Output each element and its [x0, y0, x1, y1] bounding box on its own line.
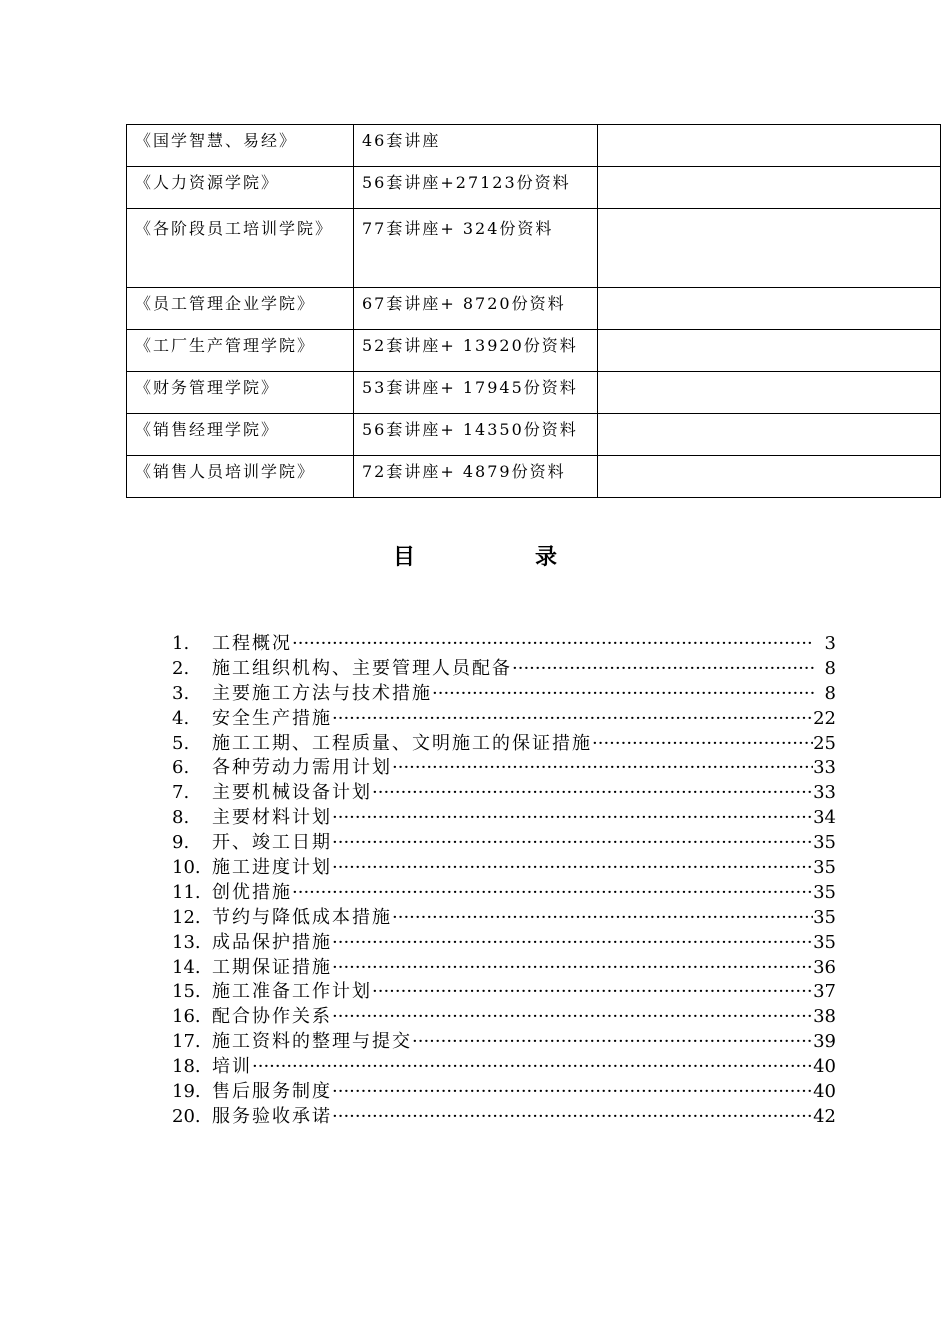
toc-entry[interactable] — [172, 707, 836, 732]
toc-text: 安全生产措施 — [212, 707, 332, 729]
course-note-cell — [598, 167, 941, 209]
course-name-cell: 《财务管理学院》 — [127, 372, 354, 414]
toc-entry[interactable] — [172, 906, 836, 931]
toc-entry[interactable] — [172, 856, 836, 881]
toc-text: 创优措施 — [212, 881, 292, 903]
toc-title — [0, 540, 950, 571]
table-row — [127, 209, 941, 288]
toc-entry[interactable] — [172, 1055, 836, 1080]
course-content-cell: 77套讲座+ 324份资料 — [354, 209, 598, 288]
toc-leader-dots — [332, 806, 813, 831]
toc-entry[interactable] — [172, 756, 836, 781]
table-row — [127, 330, 941, 372]
toc-number: 18. — [172, 1056, 201, 1078]
toc-number: 1. — [172, 633, 190, 654]
toc-number: 13. — [172, 931, 201, 953]
course-name-cell: 《各阶段员工培训学院》 — [127, 209, 354, 288]
course-note-cell — [598, 209, 941, 288]
toc-text: 服务验收承诺 — [212, 1105, 332, 1127]
toc-leader-dots — [292, 881, 813, 906]
toc-text: 施工组织机构、主要管理人员配备 — [212, 657, 512, 679]
toc-page-number: 33 — [813, 757, 836, 779]
toc-page-number: 35 — [813, 881, 836, 903]
toc-number: 15. — [172, 981, 201, 1003]
toc-page-number: 40 — [813, 1081, 836, 1103]
toc-leader-dots — [332, 831, 813, 856]
course-note-cell — [598, 414, 941, 456]
toc-page-number: 37 — [813, 981, 836, 1003]
course-note-cell — [598, 288, 941, 330]
toc-page-number: 25 — [813, 732, 836, 754]
toc-page-number: 39 — [813, 1031, 836, 1053]
toc-text: 开、竣工日期 — [212, 832, 332, 854]
toc-text: 施工准备工作计划 — [212, 981, 372, 1003]
toc-text: 配合协作关系 — [212, 1006, 332, 1028]
toc-number: 20. — [172, 1105, 201, 1127]
toc-page-number: 34 — [813, 807, 836, 829]
toc-number: 16. — [172, 1006, 201, 1028]
toc-leader-dots — [332, 956, 813, 981]
toc-number: 12. — [172, 906, 201, 928]
table-row — [127, 125, 941, 167]
toc-page-number: 35 — [813, 906, 836, 928]
toc-number: 7. — [172, 782, 190, 804]
toc-leader-dots — [332, 856, 813, 881]
toc-text: 施工资料的整理与提交 — [212, 1031, 412, 1053]
toc-entry[interactable] — [172, 831, 836, 856]
toc-text: 售后服务制度 — [212, 1081, 332, 1103]
toc-entry[interactable] — [172, 881, 836, 906]
toc-leader-dots — [592, 732, 813, 757]
toc-entry[interactable] — [172, 682, 836, 707]
toc-leader-dots — [332, 1005, 813, 1030]
toc-page-number: 8 — [824, 682, 836, 704]
toc-number: 19. — [172, 1081, 201, 1103]
toc-leader-dots — [332, 1080, 813, 1105]
toc-text: 培训 — [212, 1056, 252, 1078]
toc-text: 主要施工方法与技术措施 — [212, 682, 432, 704]
course-content-cell: 56套讲座+27123份资料 — [354, 167, 598, 209]
toc-number: 6. — [172, 757, 190, 779]
toc-leader-dots — [332, 931, 813, 956]
course-content-cell: 46套讲座 — [354, 125, 598, 167]
course-content-cell: 52套讲座+ 13920份资料 — [354, 330, 598, 372]
toc-page-number: 40 — [813, 1056, 836, 1078]
toc-number: 4. — [172, 707, 190, 729]
table-row — [127, 288, 941, 330]
toc-leader-dots — [432, 682, 814, 707]
toc-entry[interactable] — [172, 806, 836, 831]
toc-leader-dots — [292, 632, 814, 657]
toc-entry[interactable] — [172, 1080, 836, 1105]
toc-leader-dots — [332, 707, 813, 732]
toc-leader-dots — [392, 756, 813, 781]
toc-number: 5. — [172, 732, 190, 754]
toc-page-number: 3 — [824, 633, 836, 654]
table-row — [127, 167, 941, 209]
course-content-cell: 67套讲座+ 8720份资料 — [354, 288, 598, 330]
toc-entry[interactable] — [172, 732, 836, 757]
course-content-cell: 72套讲座+ 4879份资料 — [354, 456, 598, 498]
toc-page-number: 42 — [813, 1105, 836, 1127]
toc-number: 8. — [172, 807, 190, 829]
toc-page-number: 35 — [813, 931, 836, 953]
toc-entry[interactable] — [172, 1005, 836, 1030]
table-of-contents — [172, 632, 836, 1130]
toc-number: 3. — [172, 682, 190, 704]
course-name-cell: 《销售人员培训学院》 — [127, 456, 354, 498]
toc-leader-dots — [392, 906, 813, 931]
toc-text: 施工工期、工程质量、文明施工的保证措施 — [212, 732, 592, 754]
toc-text: 主要材料计划 — [212, 807, 332, 829]
toc-number: 10. — [172, 857, 201, 879]
course-content-cell: 53套讲座+ 17945份资料 — [354, 372, 598, 414]
course-note-cell — [598, 372, 941, 414]
toc-text: 各种劳动力需用计划 — [212, 757, 392, 779]
course-name-cell: 《工厂生产管理学院》 — [127, 330, 354, 372]
toc-entry[interactable] — [172, 956, 836, 981]
course-name-cell: 《人力资源学院》 — [127, 167, 354, 209]
toc-entry[interactable] — [172, 632, 836, 657]
toc-entry[interactable] — [172, 980, 836, 1005]
toc-leader-dots — [252, 1055, 813, 1080]
course-catalog-table — [126, 124, 941, 498]
table-row — [127, 414, 941, 456]
course-note-cell — [598, 330, 941, 372]
toc-page-number: 8 — [824, 657, 836, 679]
toc-number: 14. — [172, 956, 201, 978]
toc-number: 11. — [172, 881, 201, 903]
toc-entry[interactable] — [172, 781, 836, 806]
toc-number: 2. — [172, 657, 190, 679]
course-note-cell — [598, 456, 941, 498]
toc-entry[interactable] — [172, 931, 836, 956]
toc-entry[interactable] — [172, 657, 836, 682]
toc-title-left: 目 — [392, 544, 415, 570]
toc-text: 节约与降低成本措施 — [212, 906, 392, 928]
toc-number: 17. — [172, 1031, 201, 1053]
course-name-cell: 《销售经理学院》 — [127, 414, 354, 456]
toc-text: 施工进度计划 — [212, 857, 332, 879]
toc-leader-dots — [412, 1030, 813, 1055]
toc-page-number: 35 — [813, 832, 836, 854]
toc-page-number: 22 — [813, 707, 836, 729]
toc-leader-dots — [512, 657, 814, 682]
toc-page-number: 36 — [813, 956, 836, 978]
course-name-cell: 《员工管理企业学院》 — [127, 288, 354, 330]
toc-title-right: 录 — [535, 544, 558, 570]
toc-text: 成品保护措施 — [212, 931, 332, 953]
toc-leader-dots — [372, 781, 813, 806]
course-name-cell: 《国学智慧、易经》 — [127, 125, 354, 167]
toc-leader-dots — [372, 980, 813, 1005]
toc-entry[interactable] — [172, 1030, 836, 1055]
toc-number: 9. — [172, 832, 190, 854]
course-note-cell — [598, 125, 941, 167]
toc-text: 主要机械设备计划 — [212, 782, 372, 804]
table-row — [127, 372, 941, 414]
table-row — [127, 456, 941, 498]
toc-text: 工程概况 — [212, 633, 292, 654]
toc-text: 工期保证措施 — [212, 956, 332, 978]
toc-page-number: 38 — [813, 1006, 836, 1028]
toc-entry[interactable] — [172, 1105, 836, 1130]
toc-page-number: 33 — [813, 782, 836, 804]
toc-leader-dots — [332, 1105, 813, 1130]
course-content-cell: 56套讲座+ 14350份资料 — [354, 414, 598, 456]
toc-page-number: 35 — [813, 857, 836, 879]
